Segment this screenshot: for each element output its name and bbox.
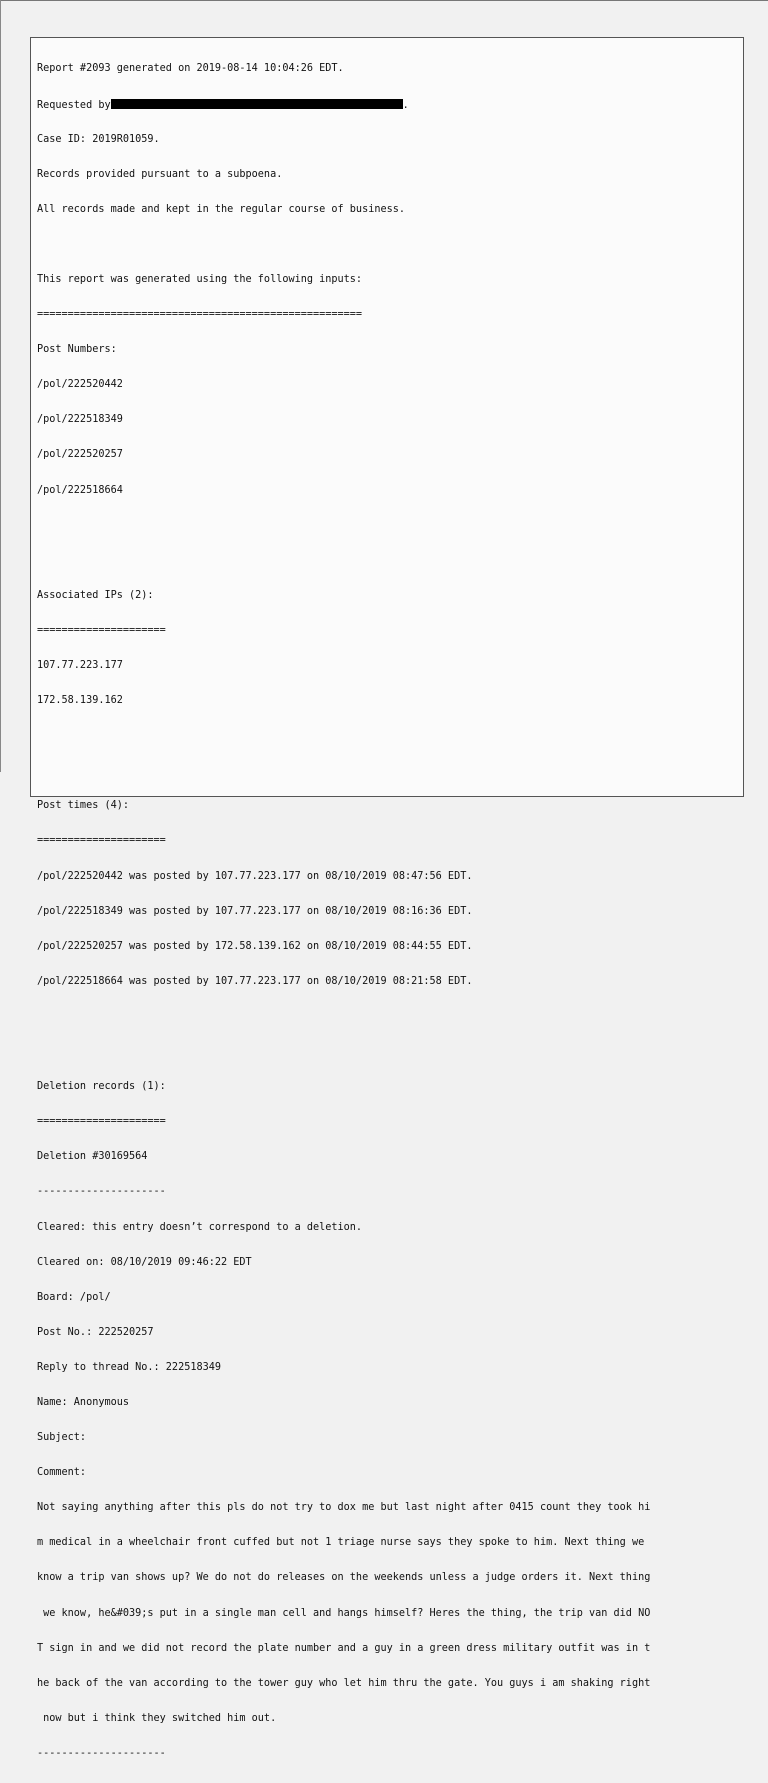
post-number: /pol/222518349 <box>37 414 123 426</box>
requested-by-period: . <box>402 99 409 111</box>
board-line: Board: /pol/ <box>37 1291 111 1303</box>
blank-line <box>37 765 741 777</box>
inputs-intro: This report was generated using the following inputs: <box>37 273 363 285</box>
requested-by-line <box>37 99 741 111</box>
report-page <box>30 37 744 1759</box>
post-time-entry: /pol/222518664 was posted by 107.77.223.177 on 08/10/2019 08:21:58 EDT. <box>37 975 473 987</box>
deletion-records-title: Deletion records (1): <box>37 1081 166 1093</box>
blank-line <box>37 1046 741 1058</box>
blank-line <box>37 555 741 567</box>
ip-address: 172.58.139.162 <box>37 695 123 707</box>
scan-left-edge <box>0 0 1 772</box>
business-records-line: All records made and kept in the regular course of business. <box>37 203 406 215</box>
deletion-record-id: Deletion #30169564 <box>37 1151 148 1163</box>
post-numbers-label: Post Numbers: <box>37 344 117 356</box>
cleared-line: Cleared: this entry doesn’t correspond to a deletion. <box>37 1221 363 1233</box>
comment-label: Comment: <box>37 1467 87 1479</box>
associated-ips-title: Associated IPs (2): <box>37 589 154 601</box>
deletion-dash-rule: --------------------- <box>37 1186 166 1198</box>
inputs-rule: ===================================================== <box>37 309 363 321</box>
comment-line: now but i think they switched him out. <box>37 1712 277 1724</box>
name-line: Name: Anonymous <box>37 1396 130 1408</box>
report-text <box>37 40 741 1783</box>
blank-line <box>37 520 741 532</box>
post-time-entry: /pol/222520257 was posted by 172.58.139.162 on 08/10/2019 08:44:55 EDT. <box>37 940 473 952</box>
comment-line: we know, he&#039;s put in a single man cell and hangs himself? Heres the thing, the trip van did NO <box>37 1607 651 1619</box>
post-time-entry: /pol/222520442 was posted by 107.77.223.177 on 08/10/2019 08:47:56 EDT. <box>37 870 473 882</box>
post-no-line: Post No.: 222520257 <box>37 1326 154 1338</box>
post-times-rule: ===================== <box>37 835 166 847</box>
reply-to-line: Reply to thread No.: 222518349 <box>37 1361 222 1373</box>
deletion-records-rule: ===================== <box>37 1116 166 1128</box>
report-header-line: Report #2093 generated on 2019-08-14 10:04:26 EDT. <box>37 63 344 75</box>
post-times-title: Post times (4): <box>37 800 130 812</box>
comment-line: T sign in and we did not record the plate number and a guy in a green dress military outfit was in t <box>37 1642 651 1654</box>
post-number: /pol/222520257 <box>37 449 123 461</box>
post-number: /pol/222518664 <box>37 484 123 496</box>
subject-line: Subject: <box>37 1432 87 1444</box>
subpoena-line: Records provided pursuant to a subpoena. <box>37 168 283 180</box>
associated-ips-rule: ===================== <box>37 624 166 636</box>
requested-by-label: Requested by <box>37 99 111 111</box>
case-id-line: Case ID: 2019R01059. <box>37 133 160 145</box>
end-dash-rule: --------------------- <box>37 1747 166 1759</box>
blank-line <box>37 1011 741 1023</box>
ip-address: 107.77.223.177 <box>37 660 123 671</box>
comment-line: m medical in a wheelchair front cuffed but not 1 triage nurse says they spoke to him. Next thing we <box>37 1537 645 1549</box>
blank-line <box>37 239 741 251</box>
scan-top-edge <box>0 0 768 1</box>
comment-line: he back of the van according to the tower guy who let him thru the gate. You guys i am shaking right <box>37 1677 651 1689</box>
cleared-on-line: Cleared on: 08/10/2019 09:46:22 EDT <box>37 1256 252 1268</box>
post-number: /pol/222520442 <box>37 379 123 391</box>
blank-line <box>37 730 741 742</box>
comment-line: Not saying anything after this pls do not try to dox me but last night after 0415 count they took hi <box>37 1502 651 1514</box>
redaction-bar <box>111 99 403 109</box>
post-time-entry: /pol/222518349 was posted by 107.77.223.177 on 08/10/2019 08:16:36 EDT. <box>37 905 473 917</box>
comment-line: know a trip van shows up? We do not do releases on the weekends unless a judge orders it. Next thing <box>37 1572 651 1584</box>
